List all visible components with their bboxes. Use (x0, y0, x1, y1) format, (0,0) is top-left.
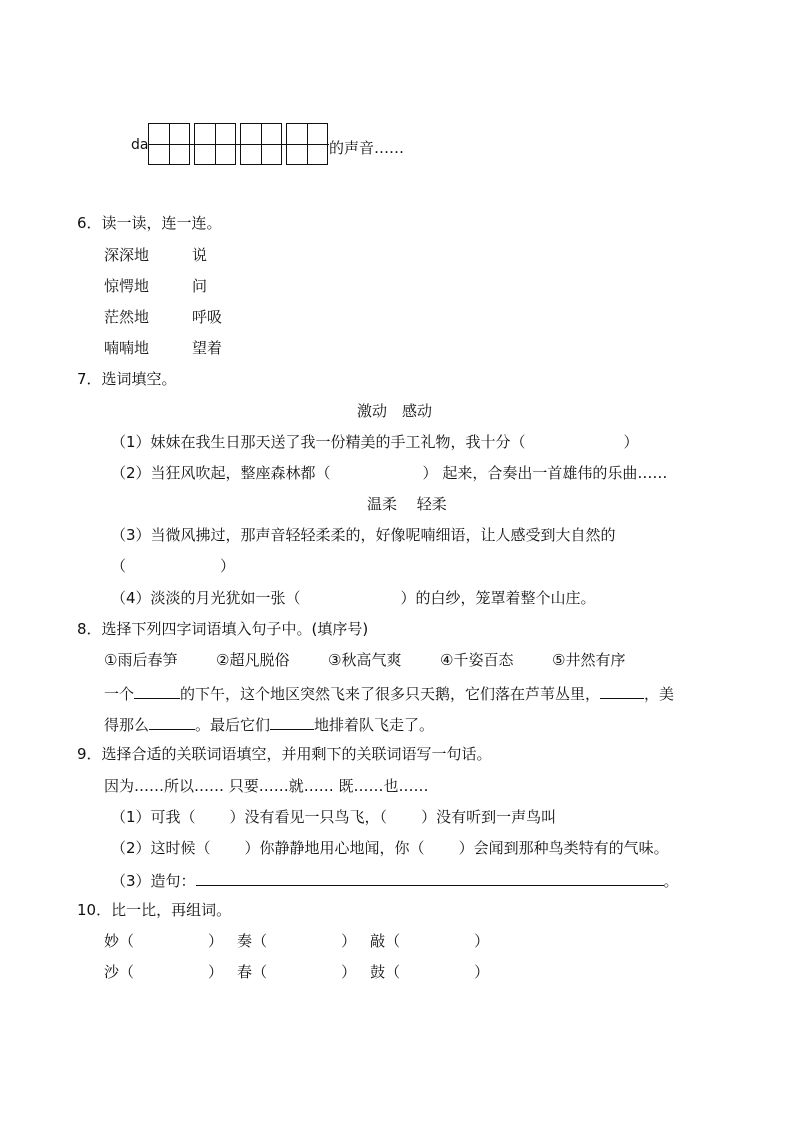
q10-row (104, 931, 489, 951)
q9-text: 。 (663, 872, 679, 890)
q7-sentence-1 (111, 432, 639, 452)
q9-sentence-3 (111, 869, 679, 891)
q7-s4-text: （4）淡淡的月光犹如一张（ (111, 589, 301, 607)
q10-char: 敲 (370, 932, 386, 950)
q7-sentence-2 (111, 463, 667, 483)
q6-left-item[interactable]: 深深地 (104, 246, 150, 264)
q6-left-item[interactable]: 喃喃地 (104, 339, 150, 357)
q8-line-2 (104, 713, 434, 735)
writing-grid-cell[interactable] (148, 123, 190, 165)
q10-paren: （ (385, 932, 401, 950)
q6-right-item[interactable]: 说 (192, 246, 208, 264)
q7-s4-rest: ）的白纱，笼罩着整个山庄。 (400, 589, 596, 607)
q8-option: ③秋高气爽 (328, 651, 402, 669)
writing-grid-cell[interactable] (194, 123, 236, 165)
q10-paren: （ (252, 963, 268, 981)
q10-paren: ） (474, 932, 490, 950)
q9-text: （2）这时候（ (111, 839, 211, 857)
q10-paren: （ (119, 963, 135, 981)
q9-text: （3）造句： (111, 872, 196, 890)
q8-text: 的下午，这个地区突然飞来了很多只天鹅，它们落在芦苇丛里， (180, 685, 601, 703)
q9-sentence-1 (111, 807, 556, 827)
q8-title: 8．选择下列四字词语填入句子中。(填序号) (77, 620, 369, 638)
q8-option: ④千姿百态 (440, 651, 514, 669)
q10-paren: ） (208, 963, 224, 981)
q9-text: （1）可我（ (111, 808, 196, 826)
q6-left-item[interactable]: 茫然地 (104, 308, 150, 326)
q8-option: ⑤井然有序 (552, 651, 626, 669)
q10-paren: ） (208, 932, 224, 950)
q6-title: 6．读一读，连一连。 (77, 214, 222, 232)
q10-title: 10．比一比，再组词。 (77, 901, 232, 919)
q9-text: ）没有听到一声鸟叫 (421, 808, 557, 826)
q7-word-group-1: 激动 感动 (357, 402, 433, 420)
q10-char: 沙 (104, 963, 120, 981)
q6-right-item[interactable]: 问 (192, 277, 208, 295)
q7-s1-text: （1）妹妹在我生日那天送了我一份精美的手工礼物，我十分（ (111, 433, 526, 451)
grid-suffix-text: 的声音…… (329, 139, 405, 157)
q6-left-item[interactable]: 惊愕地 (104, 277, 150, 295)
q10-char: 妙 (104, 932, 120, 950)
q8-answer-blank[interactable] (134, 682, 180, 699)
q10-char: 奏 (237, 932, 253, 950)
q8-text: 。最后它们 (195, 716, 271, 734)
q7-title: 7．选词填空。 (77, 370, 177, 388)
q10-char: 春 (237, 963, 253, 981)
q8-text: 一个 (104, 685, 135, 703)
q7-s2-text: （2）当狂风吹起，整座森林都（ (111, 464, 331, 482)
q9-title: 9．选择合适的关联词语填空，并用剩下的关联词语写一句话。 (77, 745, 492, 763)
q7-s1-close: ） (623, 433, 639, 451)
writing-grid-cell[interactable] (286, 123, 328, 165)
q7-s3-close: ） (220, 557, 236, 575)
q8-option: ②超凡脱俗 (216, 651, 290, 669)
q10-row (104, 962, 489, 982)
q10-paren: （ (119, 932, 135, 950)
q8-answer-blank[interactable] (270, 713, 314, 730)
q9-text: ）你静静地用心地闻，你（ (244, 839, 425, 857)
q9-conjunction-pairs: 因为……所以…… 只要……就…… 既……也…… (104, 777, 429, 795)
writing-grid-cell[interactable] (240, 123, 282, 165)
q6-right-item[interactable]: 呼吸 (192, 308, 223, 326)
q7-s2-rest: ） 起来，合奏出一首雄伟的乐曲…… (422, 464, 668, 482)
q7-sentence-3-cont (111, 556, 235, 576)
q8-text: ，美 (644, 685, 675, 703)
q8-answer-blank[interactable] (600, 682, 644, 699)
q7-s3-open: （ (111, 557, 127, 575)
q9-text: ）没有看见一只鸟飞，（ (229, 808, 388, 826)
q8-text: 地排着队飞走了。 (314, 716, 435, 734)
q8-text: 得那么 (104, 716, 150, 734)
q8-answer-blank[interactable] (149, 713, 195, 730)
q10-paren: ） (341, 963, 357, 981)
q7-word-group-2: 温柔 轻柔 (367, 495, 447, 513)
q9-text: ）会闻到那种鸟类特有的气味。 (458, 839, 669, 857)
q10-paren: ） (341, 932, 357, 950)
q8-option: ①雨后春笋 (104, 651, 178, 669)
q9-sentence-2 (111, 838, 669, 858)
q10-paren: ） (474, 963, 490, 981)
pinyin-text: da (131, 137, 149, 153)
q9-compose-line[interactable] (196, 869, 664, 886)
q8-line-1 (104, 682, 674, 704)
q10-char: 鼓 (370, 963, 386, 981)
q10-paren: （ (252, 932, 268, 950)
q10-paren: （ (385, 963, 401, 981)
q6-right-item[interactable]: 望着 (192, 339, 223, 357)
q7-sentence-3: （3）当微风拂过，那声音轻轻柔柔的，好像呢喃细语，让人感受到大自然的 (111, 526, 616, 544)
q7-sentence-4 (111, 588, 596, 608)
